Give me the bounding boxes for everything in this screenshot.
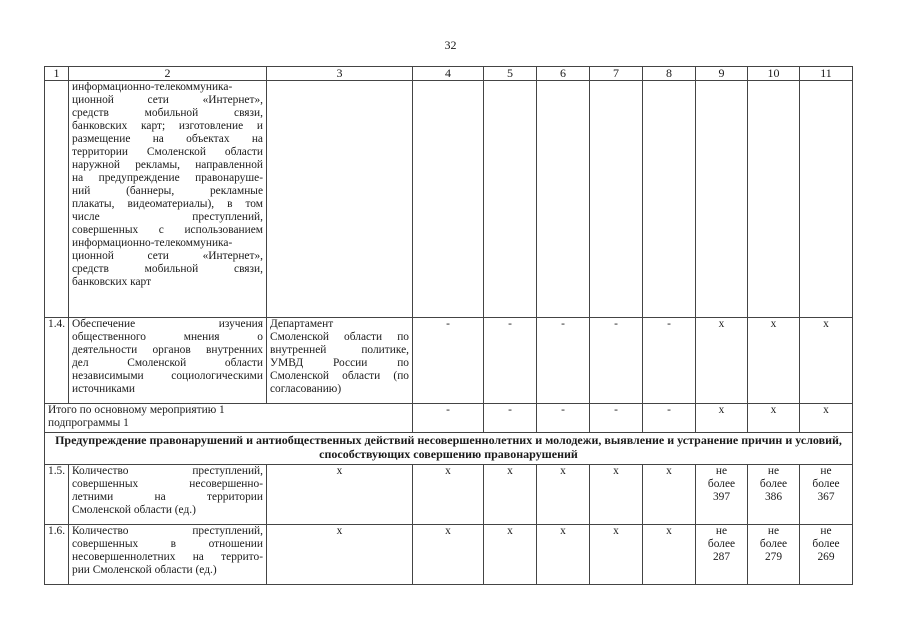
program-table — [44, 66, 853, 585]
row-number: 1.6. — [45, 525, 69, 585]
value-cell: - — [590, 318, 643, 404]
text-line: несовершеннолетних на террито- — [72, 551, 263, 563]
total-label — [45, 404, 413, 433]
value-cell: - — [413, 318, 484, 404]
value-cell: - — [413, 404, 484, 433]
text-line: рии Смоленской области (ед.) — [72, 564, 217, 576]
value-cell: х — [800, 318, 853, 404]
page-number: 32 — [444, 38, 457, 52]
text-line: независимыми социологическими — [72, 370, 263, 382]
text-line: Обеспечение изучения — [72, 318, 263, 330]
target-prefix: более — [812, 478, 840, 490]
text-line: совершенных с использованием — [72, 224, 263, 236]
text-line: банковских карт — [72, 276, 152, 288]
section-header-row — [45, 433, 853, 465]
text-line: информационно-телекоммуника- — [72, 237, 233, 249]
value-cell: - — [643, 318, 696, 404]
value-cell: - — [537, 404, 590, 433]
value-cell: - — [484, 318, 537, 404]
target-value-cell — [696, 465, 748, 525]
value-cell: х — [413, 525, 484, 585]
value-cell: х — [484, 525, 537, 585]
text-line: совершенных несовершенно- — [72, 478, 263, 490]
executor-cell — [267, 81, 413, 318]
text-line: согласованию) — [270, 383, 342, 395]
text-line: ционной сети «Интернет», — [72, 250, 263, 262]
text-line: средств мобильной связи, — [72, 263, 263, 275]
target-value-cell — [748, 525, 800, 585]
text-line: банковских карт; изготовление и — [72, 120, 263, 132]
text-line: летними на территории — [72, 491, 263, 503]
text-line: дел Смоленской области — [72, 357, 263, 369]
target-prefix: более — [759, 538, 788, 550]
text-line: плакаты, видеоматериалы), в том — [72, 198, 263, 210]
section-title: Предупреждение правонарушений и антиобщественных действий несовершеннолетних и молодежи, выявление и устранение причин и условий, способствующих совершению правонарушений — [45, 433, 853, 465]
value-cell — [643, 81, 696, 318]
row-number — [45, 81, 69, 318]
value-cell — [484, 81, 537, 318]
value-cell: х — [748, 318, 800, 404]
target-value-cell — [800, 465, 853, 525]
target-prefix: более — [812, 538, 840, 550]
text-line: источниками — [72, 383, 136, 395]
target-prefix: более — [707, 478, 736, 490]
target-value-cell — [748, 465, 800, 525]
text-line: Количество преступлений, — [72, 525, 263, 537]
value-cell: - — [590, 404, 643, 433]
table-row-1-6 — [45, 525, 853, 585]
column-number: 2 — [69, 67, 267, 81]
target-number: 367 — [817, 491, 835, 503]
column-number: 3 — [267, 67, 413, 81]
text-line: наружной рекламы, направленной — [72, 159, 263, 171]
value-cell — [537, 81, 590, 318]
value-cell: х — [537, 525, 590, 585]
value-cell: - — [643, 404, 696, 433]
text-line: информационно-телекоммуника- — [72, 81, 233, 93]
measure-description — [69, 318, 267, 404]
target-prefix: не — [767, 465, 780, 477]
text-line: Смоленской области по — [270, 331, 409, 343]
value-cell: х — [484, 465, 537, 525]
table-row-1-5 — [45, 465, 853, 525]
value-cell: х — [590, 465, 643, 525]
table-row-1-4 — [45, 318, 853, 404]
text-line: общественного мнения о — [72, 331, 263, 343]
column-number: 11 — [800, 67, 853, 81]
value-cell: х — [800, 404, 853, 433]
text-line: Департамент — [270, 318, 334, 330]
value-cell: х — [748, 404, 800, 433]
text-line: числе преступлений, — [72, 211, 263, 223]
text-line: УМВД России по — [270, 357, 409, 369]
target-number: 287 — [712, 551, 731, 563]
value-cell — [590, 81, 643, 318]
target-prefix: более — [759, 478, 788, 490]
target-value-cell — [696, 525, 748, 585]
value-cell: х — [413, 465, 484, 525]
value-cell — [696, 81, 748, 318]
target-prefix: более — [707, 538, 736, 550]
column-number-row — [45, 67, 853, 81]
text-line: Смоленской области (ед.) — [72, 504, 196, 516]
target-number: 386 — [764, 491, 783, 503]
target-prefix: не — [820, 465, 832, 477]
value-cell: х — [696, 404, 748, 433]
total-row — [45, 404, 853, 433]
text-line: ционной сети «Интернет», — [72, 94, 263, 106]
column-number: 8 — [643, 67, 696, 81]
column-number: 4 — [413, 67, 484, 81]
column-number: 5 — [484, 67, 537, 81]
target-prefix: не — [715, 525, 728, 537]
text-line: совершенных в отношении — [72, 538, 263, 550]
row-number: 1.4. — [45, 318, 69, 404]
value-cell: х — [643, 525, 696, 585]
target-prefix: не — [715, 465, 728, 477]
value-cell: х — [643, 465, 696, 525]
text-line: размещение на объектах на — [72, 133, 263, 145]
value-cell: х — [696, 318, 748, 404]
text-line: на предупреждение правонаруше- — [72, 172, 263, 184]
text-line: подпрограммы 1 — [48, 417, 129, 429]
target-number: 279 — [764, 551, 783, 563]
measure-description — [69, 465, 267, 525]
target-prefix: не — [767, 525, 780, 537]
text-line: территории Смоленской области — [72, 146, 263, 158]
text-line: ний (баннеры, рекламные — [72, 185, 263, 197]
measure-description — [69, 81, 267, 318]
target-number: 269 — [817, 551, 835, 563]
value-cell: х — [537, 465, 590, 525]
text-line: внутренней политике, — [270, 344, 409, 356]
executor-cell: х — [267, 525, 413, 585]
value-cell: - — [484, 404, 537, 433]
value-cell — [413, 81, 484, 318]
table-row-continuation — [45, 81, 853, 318]
value-cell — [748, 81, 800, 318]
text-line: Количество преступлений, — [72, 465, 263, 477]
text-line: деятельности органов внутренних — [72, 344, 263, 356]
target-number: 397 — [712, 491, 731, 503]
executor-cell: х — [267, 465, 413, 525]
value-cell — [800, 81, 853, 318]
column-number: 7 — [590, 67, 643, 81]
value-cell: - — [537, 318, 590, 404]
executor-cell — [267, 318, 413, 404]
text-line: средств мобильной связи, — [72, 107, 263, 119]
column-number: 10 — [748, 67, 800, 81]
value-cell: х — [590, 525, 643, 585]
text-line: Итого по основному мероприятию 1 — [48, 404, 225, 416]
column-number: 9 — [696, 67, 748, 81]
column-number: 6 — [537, 67, 590, 81]
measure-description — [69, 525, 267, 585]
row-number: 1.5. — [45, 465, 69, 525]
column-number: 1 — [45, 67, 69, 81]
text-line: Смоленской области (по — [270, 370, 409, 382]
target-prefix: не — [820, 525, 832, 537]
target-value-cell — [800, 525, 853, 585]
